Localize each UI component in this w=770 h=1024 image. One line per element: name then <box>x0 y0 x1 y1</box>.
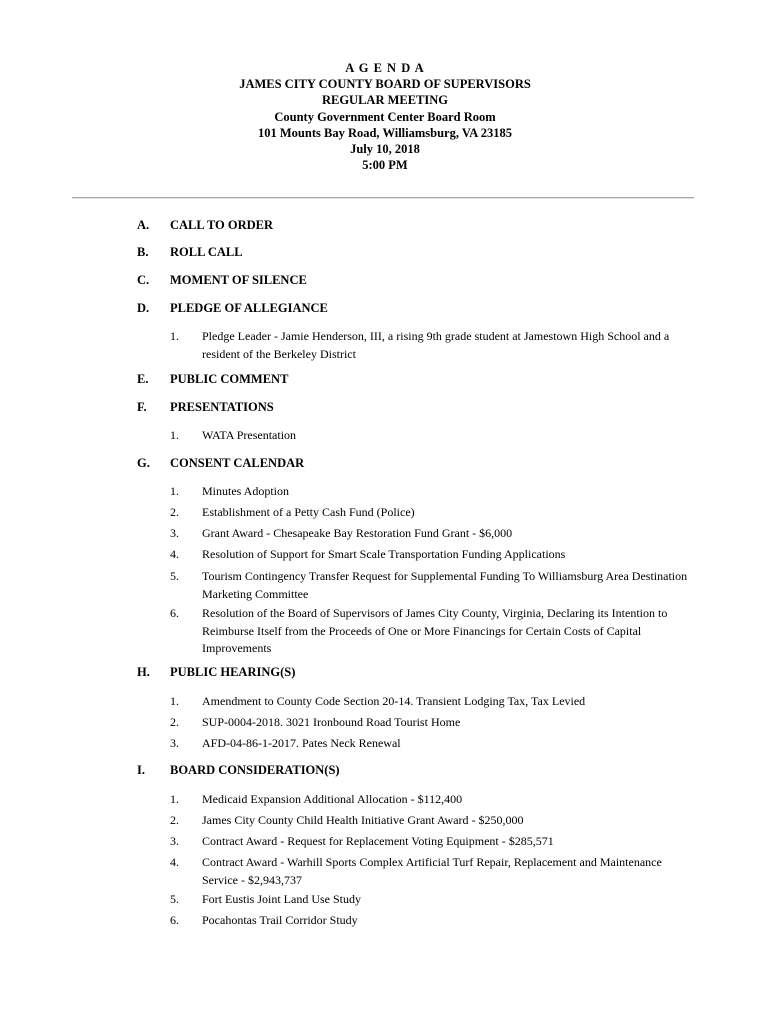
section-letter: C. <box>137 273 150 287</box>
section-letter: I. <box>137 763 145 777</box>
item-number: 4. <box>170 547 179 561</box>
section-title: MOMENT OF SILENCE <box>170 273 307 287</box>
section-letter: A. <box>137 218 150 232</box>
section-letter: B. <box>137 245 149 259</box>
section-title: PRESENTATIONS <box>170 400 274 414</box>
item-text: Medicaid Expansion Additional Allocation - $112,400 <box>202 792 463 806</box>
agenda-title: A G E N D A <box>345 61 425 75</box>
board-name: JAMES CITY COUNTY BOARD OF SUPERVISORS <box>239 77 531 92</box>
section-consent-calendar <box>0 456 770 472</box>
section-pledge-of-allegiance <box>0 301 770 317</box>
item-text: Grant Award - Chesapeake Bay Restoration Fund Grant - $6,000 <box>202 526 513 540</box>
item-text: Pocahontas Trail Corridor Study <box>202 913 358 927</box>
agenda-header <box>0 60 770 173</box>
section-letter: E. <box>137 372 149 386</box>
meeting-date: July 10, 2018 <box>350 142 420 157</box>
item-number: 1. <box>170 329 179 343</box>
item-text: James City County Child Health Initiative Grant Award - $250,000 <box>202 813 524 827</box>
section-title: PLEDGE OF ALLEGIANCE <box>170 301 328 315</box>
meeting-type: REGULAR MEETING <box>321 93 449 108</box>
item-number: 3. <box>170 736 179 750</box>
section-public-hearings <box>0 665 770 681</box>
item-number: 1. <box>170 792 179 806</box>
section-title: CALL TO ORDER <box>170 218 274 232</box>
item-text: Contract Award - Warhill Sports Complex Artificial Turf Repair, Replacement and Maintenance Service - $2,943,737 <box>202 855 662 887</box>
meeting-address: 101 Mounts Bay Road, Williamsburg, VA 23185 <box>258 125 512 140</box>
item-text: Contract Award - Request for Replacement Voting Equipment - $285,571 <box>202 834 554 848</box>
section-board-considerations <box>0 763 770 779</box>
section-public-comment <box>0 372 770 388</box>
item-number: 2. <box>170 715 179 729</box>
meeting-location: County Government Center Board Room <box>274 109 496 124</box>
item-number: 2. <box>170 505 179 519</box>
item-number: 5. <box>170 569 179 583</box>
item-text: Minutes Adoption <box>202 484 290 498</box>
header-divider <box>72 197 694 198</box>
section-letter: G. <box>137 456 150 470</box>
section-title: PUBLIC COMMENT <box>170 372 289 386</box>
item-text: WATA Presentation <box>202 428 297 442</box>
meeting-time: 5:00 PM <box>362 158 408 173</box>
section-presentations <box>0 400 770 416</box>
item-text: Pledge Leader - Jamie Henderson, III, a rising 9th grade student at Jamestown High School and a resident of the Berkeley District <box>202 329 670 361</box>
section-letter: H. <box>137 665 150 679</box>
item-number: 1. <box>170 694 179 708</box>
item-text: Fort Eustis Joint Land Use Study <box>202 892 362 906</box>
section-call-to-order <box>0 218 770 234</box>
section-letter: D. <box>137 301 150 315</box>
item-number: 1. <box>170 428 179 442</box>
item-number: 1. <box>170 484 179 498</box>
item-text: Amendment to County Code Section 20-14. Transient Lodging Tax, Tax Levied <box>202 694 586 708</box>
item-text: SUP-0004-2018. 3021 Ironbound Road Tourist Home <box>202 715 461 729</box>
section-moment-of-silence <box>0 273 770 289</box>
item-text: Tourism Contingency Transfer Request for Supplemental Funding To Williamsburg Area Destination Marketing Committee <box>202 569 688 601</box>
item-number: 3. <box>170 834 179 848</box>
section-title: ROLL CALL <box>170 245 243 259</box>
item-text: Establishment of a Petty Cash Fund (Police) <box>202 505 415 519</box>
item-text: Resolution of Support for Smart Scale Transportation Funding Applications <box>202 547 566 561</box>
item-number: 5. <box>170 892 179 906</box>
item-number: 4. <box>170 855 179 869</box>
section-roll-call <box>0 245 770 261</box>
section-title: PUBLIC HEARING(S) <box>170 665 296 679</box>
section-title: CONSENT CALENDAR <box>170 456 305 470</box>
item-number: 6. <box>170 913 179 927</box>
section-title: BOARD CONSIDERATION(S) <box>170 763 340 777</box>
item-text: Resolution of the Board of Supervisors of James City County, Virginia, Declaring its Intention to Reimburse Itself from the Proceeds of One or More Financings for Certain Costs of Capital Improvements <box>202 606 668 655</box>
item-number: 2. <box>170 813 179 827</box>
item-number: 6. <box>170 606 179 620</box>
section-letter: F. <box>137 400 147 414</box>
item-text: AFD-04-86-1-2017. Pates Neck Renewal <box>202 736 401 750</box>
item-number: 3. <box>170 526 179 540</box>
